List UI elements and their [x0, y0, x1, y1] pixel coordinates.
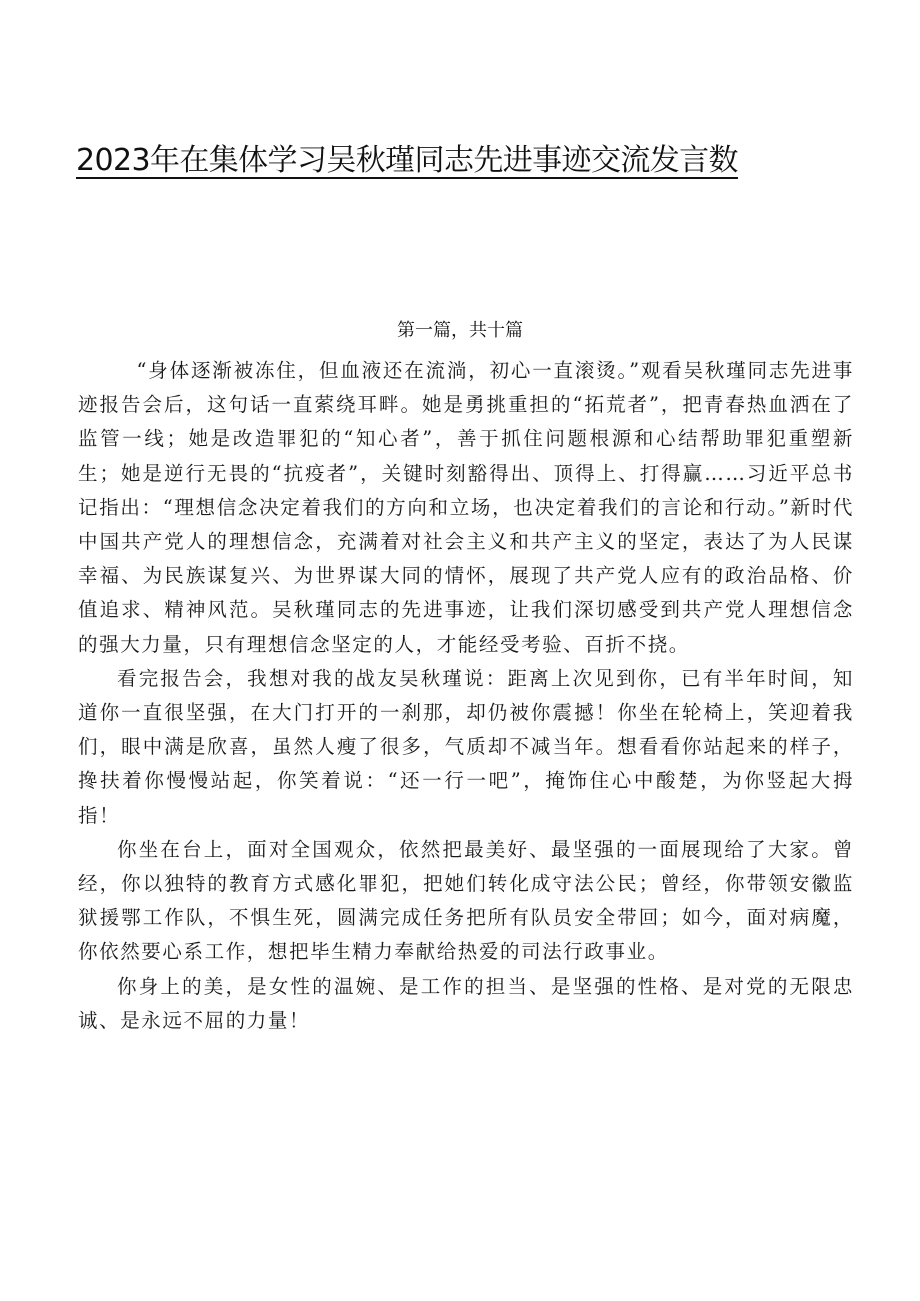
body-paragraph-1: “身体逐渐被冻住，但血液还在流淌，初心一直滚烫。”观看吴秋瑾同志先进事迹报告会后，这句话一直萦绕耳畔。她是勇挑重担的“拓荒者”，把青春热血洒在了监管一线；她是改造罪犯的“知心者”，善于抓住问题根源和心结帮助罪犯重塑新生；她是逆行无畏的“抗疫者”，关键时刻豁得出、顶得上、打得赢……习近平总书记指出：“理想信念决定着我们的方向和立场，也决定着我们的言论和行动。”新时代中国共产党人的理想信念，充满着对社会主义和共产主义的坚定，表达了为人民谋幸福、为民族谋复兴、为世界谋大同的情怀，展现了共产党人应有的政治品格、价值追求、精神风范。吴秋瑾同志的先进事迹，让我们深切感受到共产党人理想信念的强大力量，只有理想信念坚定的人，才能经受考验、百折不挠。: [78, 359, 854, 656]
body-paragraph-3: 你坐在台上，面对全国观众，依然把最美好、最坚强的一面展现给了大家。曾经，你以独特的教育方式感化罪犯，把她们转化成守法公民；曾经，你带领安徽监狱援鄂工作队，不惧生死，圆满完成任务把所有队员安全带回；如今，面对病魔，你依然要心系工作，想把毕生精力奉献给热爱的司法行政事业。: [78, 837, 854, 964]
section-heading: 第一篇，共十篇: [397, 320, 523, 341]
body-paragraph-4: 你身上的美，是女性的温婉、是工作的担当、是坚强的性格、是对党的无限忠诚、是永远不屈的力量！: [78, 974, 854, 1032]
document-body: [78, 354, 854, 1038]
document-title: 2023年在集体学习吴秋瑾同志先进事迹交流发言数: [76, 143, 738, 178]
body-paragraph-2: 看完报告会，我想对我的战友吴秋瑾说：距离上次见到你，已有半年时间，知道你一直很坚强，在大门打开的一刹那，却仍被你震撼！你坐在轮椅上，笑迎着我们，眼中满是欣喜，虽然人瘦了很多，气质却不减当年。想看看你站起来的样子，搀扶着你慢慢站起，你笑着说：“还一行一吧”，掩饰住心中酸楚，为你竖起大拇指！: [78, 666, 854, 827]
